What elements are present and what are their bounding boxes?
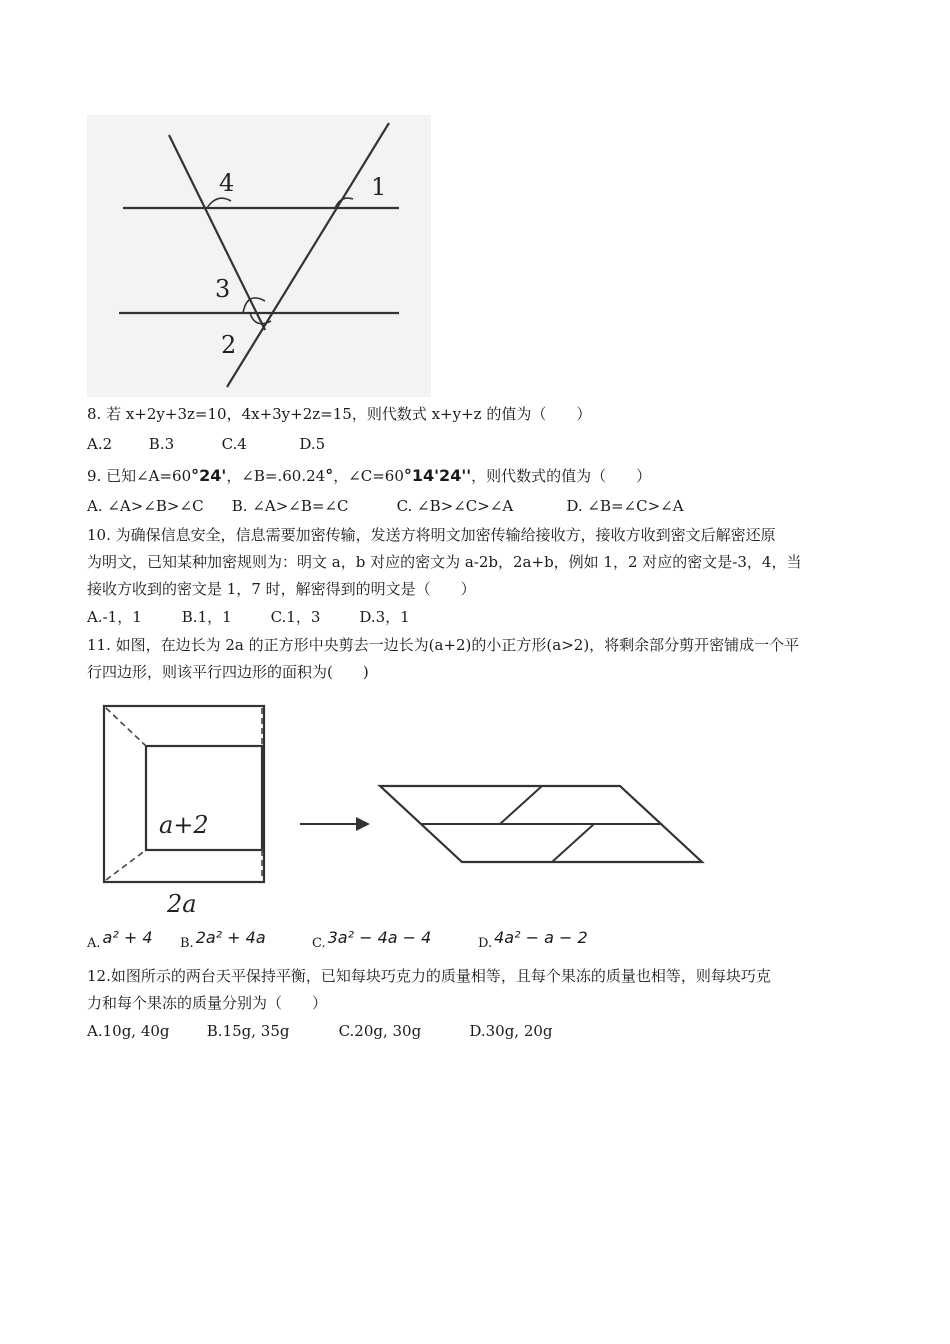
angle-figure [87,115,431,397]
q11-option-c-label: C. [312,936,326,951]
q9-stem-mid: ，∠B=.60.24 [226,467,326,485]
q10-option-b[interactable]: B.1，1 [181,608,232,626]
angle-4-arc [207,198,231,208]
square-figure [95,700,275,922]
q9-stem [87,466,651,486]
q10-options [87,607,410,627]
parallelogram-divider-top [500,786,542,824]
q12-option-a[interactable]: A.10g, 40g [87,1022,170,1040]
q11-option-d-label: D. [478,936,493,951]
q11-option-a-label: A. [87,936,101,951]
q11-option-d-expr: 4a² − a − 2 [494,928,588,947]
q12-option-d[interactable]: D.30g, 20g [469,1022,553,1040]
q9-stem-pre: 9. 已知∠A=60 [87,467,192,485]
q9-stem-post: ，则代数式的值为（ ） [471,467,652,485]
q11-option-b-expr: 2a² + 4a [195,928,266,947]
arrow-icon [298,814,372,834]
q12-option-c[interactable]: C.20g, 30g [338,1022,422,1040]
q10-line-1: 10. 为确保信息安全，信息需要加密传输，发送方将明文加密传输给接收方，接收方收到密文后解密还原 [87,526,776,544]
q10-option-a[interactable]: A.-1，1 [87,608,142,626]
parallelogram-divider-bottom [552,824,594,862]
q8-option-d[interactable]: D.5 [299,435,326,453]
cut-line-bl [106,850,146,880]
q11-line-2: 行四边形，则该平行四边形的面积为( ) [87,663,369,681]
outer-side-label: 2a [167,890,197,918]
angle-label-3: 3 [215,275,231,303]
q8-option-a[interactable]: A.2 [87,435,113,453]
q11-line-1: 11. 如图，在边长为 2a 的正方形中央剪去一边长为(a+2)的小正方形(a>2)，将剩余部分剪开密铺成一个平 [87,636,800,654]
q8-options [87,434,325,454]
q11-option-b[interactable] [180,928,266,951]
angle-label-4: 4 [219,169,235,197]
q8-stem: 8. 若 x+2y+3z=10，4x+3y+2z=15，则代数式 x+y+z 的值为（ ） [87,405,592,423]
q12-line-1: 12.如图所示的两台天平保持平衡，已知每块巧克力的质量相等，且每个果冻的质量也相等，则每块巧克 [87,967,771,985]
q9-option-c[interactable]: C. ∠B>∠C>∠A [396,497,514,515]
q9-b-degree: ° [325,466,334,485]
q12-options [87,1021,553,1041]
inner-side-label: a+2 [159,811,209,839]
q9-stem-mid2: ，∠C=60 [333,467,404,485]
outer-square [104,706,264,882]
q9-options [87,496,684,516]
q10-line-3: 接收方收到的密文是 1，7 时，解密得到的明文是（ ） [87,580,476,598]
q11-option-b-label: B. [180,936,194,951]
q10-option-d[interactable]: D.3，1 [359,608,410,626]
angle-label-1: 1 [371,173,387,201]
q9-option-a[interactable]: A. ∠A>∠B>∠C [87,497,204,515]
q10-option-c[interactable]: C.1，3 [270,608,321,626]
q8-option-c[interactable]: C.4 [221,435,247,453]
q9-option-b[interactable]: B. ∠A>∠B=∠C [231,497,349,515]
q11-option-c-expr: 3a² − 4a − 4 [327,928,432,947]
angle-label-2: 2 [221,331,237,359]
q11-option-d[interactable] [478,928,588,951]
q11-option-a[interactable] [87,928,153,951]
q9-c-min-sec: °14'24'' [403,466,472,485]
q11-option-a-expr: a² + 4 [102,928,153,947]
q12-option-b[interactable]: B.15g, 35g [206,1022,290,1040]
q11-option-c[interactable] [312,928,431,951]
q9-a-minutes: °24' [191,466,227,485]
q9-option-d[interactable]: D. ∠B=∠C>∠A [566,497,684,515]
q8-option-b[interactable]: B.3 [148,435,175,453]
parallelogram-figure [376,780,706,864]
q10-line-2: 为明文，已知某种加密规则为：明文 a，b 对应的密文为 a-2b，2a+b，例如 1，2 对应的密文是-3，4，当 [87,553,802,571]
q12-line-2: 力和每个果冻的质量分别为（ ） [87,994,328,1012]
cut-line-tl [106,708,146,746]
transversal-right [227,123,389,387]
